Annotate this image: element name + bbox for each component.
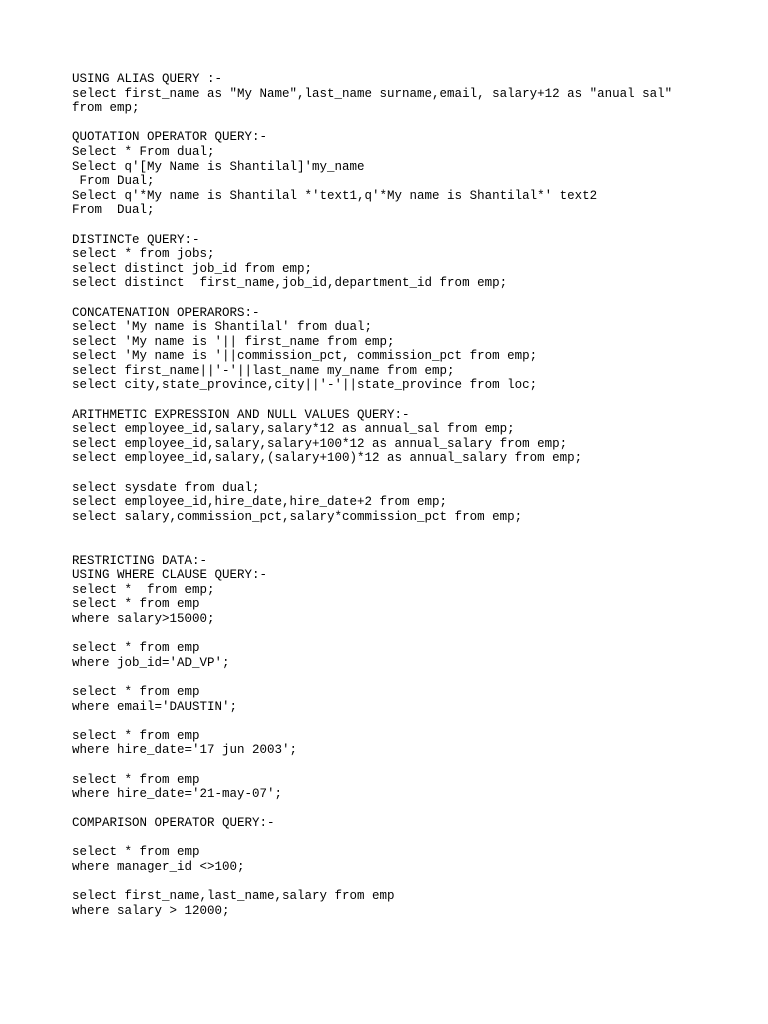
blank-line bbox=[72, 831, 752, 846]
text-line: select employee_id,hire_date,hire_date+2 from emp; bbox=[72, 495, 448, 510]
text-line: select * from emp; bbox=[72, 582, 215, 597]
text-line: select employee_id,salary,salary*12 as annual_sal from emp; bbox=[72, 422, 515, 437]
text-line: select distinct first_name,job_id,department_id from emp; bbox=[72, 276, 508, 291]
blank-line bbox=[72, 291, 752, 306]
text-line: From Dual; bbox=[72, 174, 155, 189]
text-line: where email='DAUSTIN'; bbox=[72, 699, 238, 714]
text-line: select employee_id,salary,(salary+100)*12 as annual_salary from emp; bbox=[72, 451, 583, 466]
text-line: where manager_id <>100; bbox=[72, 860, 245, 875]
text-line: where hire_date='17 jun 2003'; bbox=[72, 743, 298, 758]
text-line: select * from emp bbox=[72, 772, 200, 787]
text-line: select * from emp bbox=[72, 845, 200, 860]
text-line: where salary > 12000; bbox=[72, 903, 230, 918]
blank-line bbox=[72, 670, 752, 685]
text-line: select * from emp bbox=[72, 597, 200, 612]
text-line: ARITHMETIC EXPRESSION AND NULL VALUES QUERY:- bbox=[72, 407, 410, 422]
blank-line bbox=[72, 524, 752, 539]
text-line: select 'My name is '||commission_pct, commission_pct from emp; bbox=[72, 349, 538, 364]
text-line: select first_name||'-'||last_name my_name from emp; bbox=[72, 363, 455, 378]
text-line: where job_id='AD_VP'; bbox=[72, 655, 230, 670]
blank-line bbox=[72, 627, 752, 642]
text-line: Select q'*My name is Shantilal *'text1,q'*My name is Shantilal*' text2 bbox=[72, 188, 598, 203]
text-line: select salary,commission_pct,salary*commission_pct from emp; bbox=[72, 509, 523, 524]
text-line: select employee_id,salary,salary+100*12 as annual_salary from emp; bbox=[72, 436, 568, 451]
text-line: select first_name as "My Name",last_name surname,email, salary+12 as "anual sal" bbox=[72, 86, 673, 101]
text-line: select * from jobs; bbox=[72, 247, 215, 262]
text-line: select * from emp bbox=[72, 641, 200, 656]
text-line: QUOTATION OPERATOR QUERY:- bbox=[72, 130, 268, 145]
blank-line bbox=[72, 539, 752, 554]
text-line: select distinct job_id from emp; bbox=[72, 261, 313, 276]
blank-line bbox=[72, 875, 752, 890]
text-line: select * from emp bbox=[72, 728, 200, 743]
text-line: where hire_date='21-may-07'; bbox=[72, 787, 283, 802]
blank-line bbox=[72, 116, 752, 131]
text-line: select first_name,last_name,salary from emp bbox=[72, 889, 395, 904]
blank-line bbox=[72, 802, 752, 817]
text-line: select 'My name is Shantilal' from dual; bbox=[72, 320, 373, 335]
text-line: select city,state_province,city||'-'||state_province from loc; bbox=[72, 378, 538, 393]
text-line: CONCATENATION OPERARORS:- bbox=[72, 305, 260, 320]
text-line: COMPARISON OPERATOR QUERY:- bbox=[72, 816, 275, 831]
text-line: select sysdate from dual; bbox=[72, 480, 260, 495]
blank-line bbox=[72, 758, 752, 773]
blank-line bbox=[72, 218, 752, 233]
text-line: DISTINCTe QUERY:- bbox=[72, 232, 200, 247]
text-line: From Dual; bbox=[72, 203, 155, 218]
blank-line bbox=[72, 466, 752, 481]
text-line: USING WHERE CLAUSE QUERY:- bbox=[72, 568, 268, 583]
blank-line bbox=[72, 714, 752, 729]
text-line: select * from emp bbox=[72, 684, 200, 699]
blank-line bbox=[72, 393, 752, 408]
text-line: select 'My name is '|| first_name from emp; bbox=[72, 334, 395, 349]
text-line: from emp; bbox=[72, 101, 140, 116]
text-line: Select q'[My Name is Shantilal]'my_name bbox=[72, 159, 365, 174]
text-line: RESTRICTING DATA:- bbox=[72, 553, 208, 568]
text-line: USING ALIAS QUERY :- bbox=[72, 72, 223, 86]
document-page bbox=[72, 72, 752, 918]
text-line: where salary>15000; bbox=[72, 611, 215, 626]
text-line: Select * From dual; bbox=[72, 144, 215, 159]
